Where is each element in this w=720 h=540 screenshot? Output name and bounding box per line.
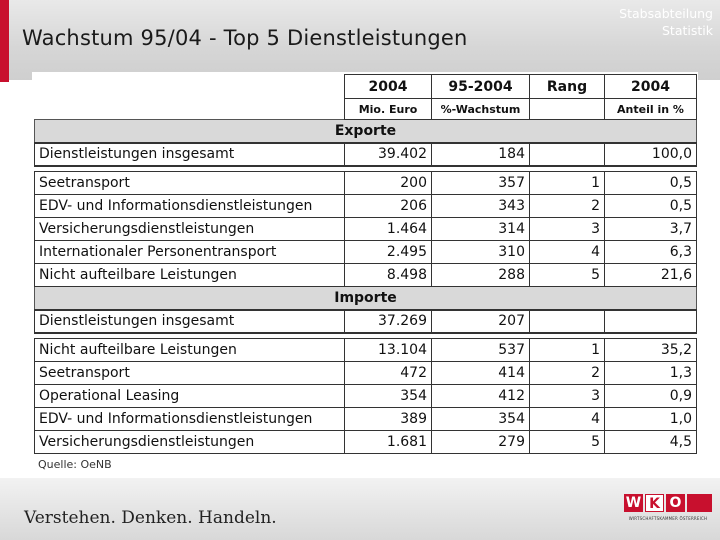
share-cell: 21,6	[605, 264, 697, 287]
value-cell: 1.464	[345, 218, 432, 241]
footer-bar	[0, 478, 720, 540]
growth-cell: 184	[432, 143, 530, 166]
logo-subtext: WIRTSCHAFTSKAMMER ÖSTERREICH	[628, 516, 708, 521]
table-row	[35, 339, 697, 362]
value-cell: 8.498	[345, 264, 432, 287]
column-subheader: Anteil in %	[605, 99, 697, 120]
row-label: EDV- und Informationsdienstleistungen	[35, 408, 345, 431]
share-cell: 4,5	[605, 431, 697, 454]
row-label: Operational Leasing	[35, 385, 345, 408]
row-label: Nicht aufteilbare Leistungen	[35, 264, 345, 287]
share-cell: 1,0	[605, 408, 697, 431]
services-table	[34, 74, 697, 454]
rank-cell: 1	[530, 339, 605, 362]
logo-red-block	[687, 494, 712, 512]
column-subheader	[530, 99, 605, 120]
value-cell: 39.402	[345, 143, 432, 166]
logo-letter: O	[666, 494, 685, 512]
row-label: Versicherungsdienstleistungen	[35, 431, 345, 454]
row-label: Seetransport	[35, 362, 345, 385]
growth-cell: 288	[432, 264, 530, 287]
logo-letter: K	[645, 494, 664, 512]
value-cell: 472	[345, 362, 432, 385]
section-title: Importe	[35, 287, 697, 310]
total-row	[35, 310, 697, 333]
rank-cell: 1	[530, 172, 605, 195]
share-cell: 1,3	[605, 362, 697, 385]
row-label: Internationaler Personentransport	[35, 241, 345, 264]
column-header: 2004	[605, 75, 697, 99]
share-cell	[605, 310, 697, 333]
table-subheader-row	[35, 99, 697, 120]
value-cell: 2.495	[345, 241, 432, 264]
section-header-row	[35, 287, 697, 310]
table-row	[35, 172, 697, 195]
share-cell: 0,5	[605, 195, 697, 218]
rank-cell: 5	[530, 431, 605, 454]
section-header-row	[35, 120, 697, 143]
department-line-1: Stabsabteilung	[619, 6, 713, 21]
row-label: Seetransport	[35, 172, 345, 195]
growth-cell: 357	[432, 172, 530, 195]
rank-cell: 2	[530, 195, 605, 218]
rank-cell: 2	[530, 362, 605, 385]
rank-cell: 4	[530, 241, 605, 264]
table-row	[35, 241, 697, 264]
logo-letter: W	[625, 495, 642, 511]
share-cell: 3,7	[605, 218, 697, 241]
growth-cell: 207	[432, 310, 530, 333]
table-row	[35, 195, 697, 218]
rank-cell: 4	[530, 408, 605, 431]
value-cell: 389	[345, 408, 432, 431]
department-label	[619, 5, 713, 39]
column-header: 2004	[345, 75, 432, 99]
rank-cell	[530, 143, 605, 166]
share-cell: 6,3	[605, 241, 697, 264]
row-label: Nicht aufteilbare Leistungen	[35, 339, 345, 362]
growth-cell: 412	[432, 385, 530, 408]
growth-cell: 314	[432, 218, 530, 241]
growth-cell: 279	[432, 431, 530, 454]
table-row	[35, 431, 697, 454]
row-label: Versicherungsdienstleistungen	[35, 218, 345, 241]
page-title: Wachstum 95/04 - Top 5 Dienstleistungen	[22, 26, 468, 50]
growth-cell: 414	[432, 362, 530, 385]
section-title: Exporte	[35, 120, 697, 143]
total-row	[35, 143, 697, 166]
growth-cell: 354	[432, 408, 530, 431]
row-label: Dienstleistungen insgesamt	[35, 310, 345, 333]
share-cell: 0,9	[605, 385, 697, 408]
value-cell: 354	[345, 385, 432, 408]
value-cell: 1.681	[345, 431, 432, 454]
department-line-2: Statistik	[662, 23, 713, 38]
wko-logo	[624, 494, 712, 532]
value-cell: 37.269	[345, 310, 432, 333]
table-header-row	[35, 75, 697, 99]
share-cell: 100,0	[605, 143, 697, 166]
row-label: EDV- und Informationsdienstleistungen	[35, 195, 345, 218]
rank-cell: 3	[530, 218, 605, 241]
value-cell: 206	[345, 195, 432, 218]
rank-cell	[530, 310, 605, 333]
table-row	[35, 385, 697, 408]
row-label: Dienstleistungen insgesamt	[35, 143, 345, 166]
share-cell: 35,2	[605, 339, 697, 362]
accent-red-bar	[0, 0, 9, 82]
table-row	[35, 218, 697, 241]
column-header: 95-2004	[432, 75, 530, 99]
column-subheader: %-Wachstum	[432, 99, 530, 120]
source-note: Quelle: OeNB	[38, 458, 112, 471]
column-header: Rang	[530, 75, 605, 99]
column-subheader: Mio. Euro	[345, 99, 432, 120]
table-panel	[32, 72, 698, 480]
header-empty-cell	[35, 99, 345, 120]
growth-cell: 343	[432, 195, 530, 218]
growth-cell: 537	[432, 339, 530, 362]
rank-cell: 5	[530, 264, 605, 287]
table-row	[35, 408, 697, 431]
value-cell: 200	[345, 172, 432, 195]
table-row	[35, 264, 697, 287]
slogan: Verstehen. Denken. Handeln.	[24, 508, 277, 528]
rank-cell: 3	[530, 385, 605, 408]
share-cell: 0,5	[605, 172, 697, 195]
growth-cell: 310	[432, 241, 530, 264]
value-cell: 13.104	[345, 339, 432, 362]
header-bar	[0, 0, 720, 80]
header-empty-cell	[35, 75, 345, 99]
table-row	[35, 362, 697, 385]
